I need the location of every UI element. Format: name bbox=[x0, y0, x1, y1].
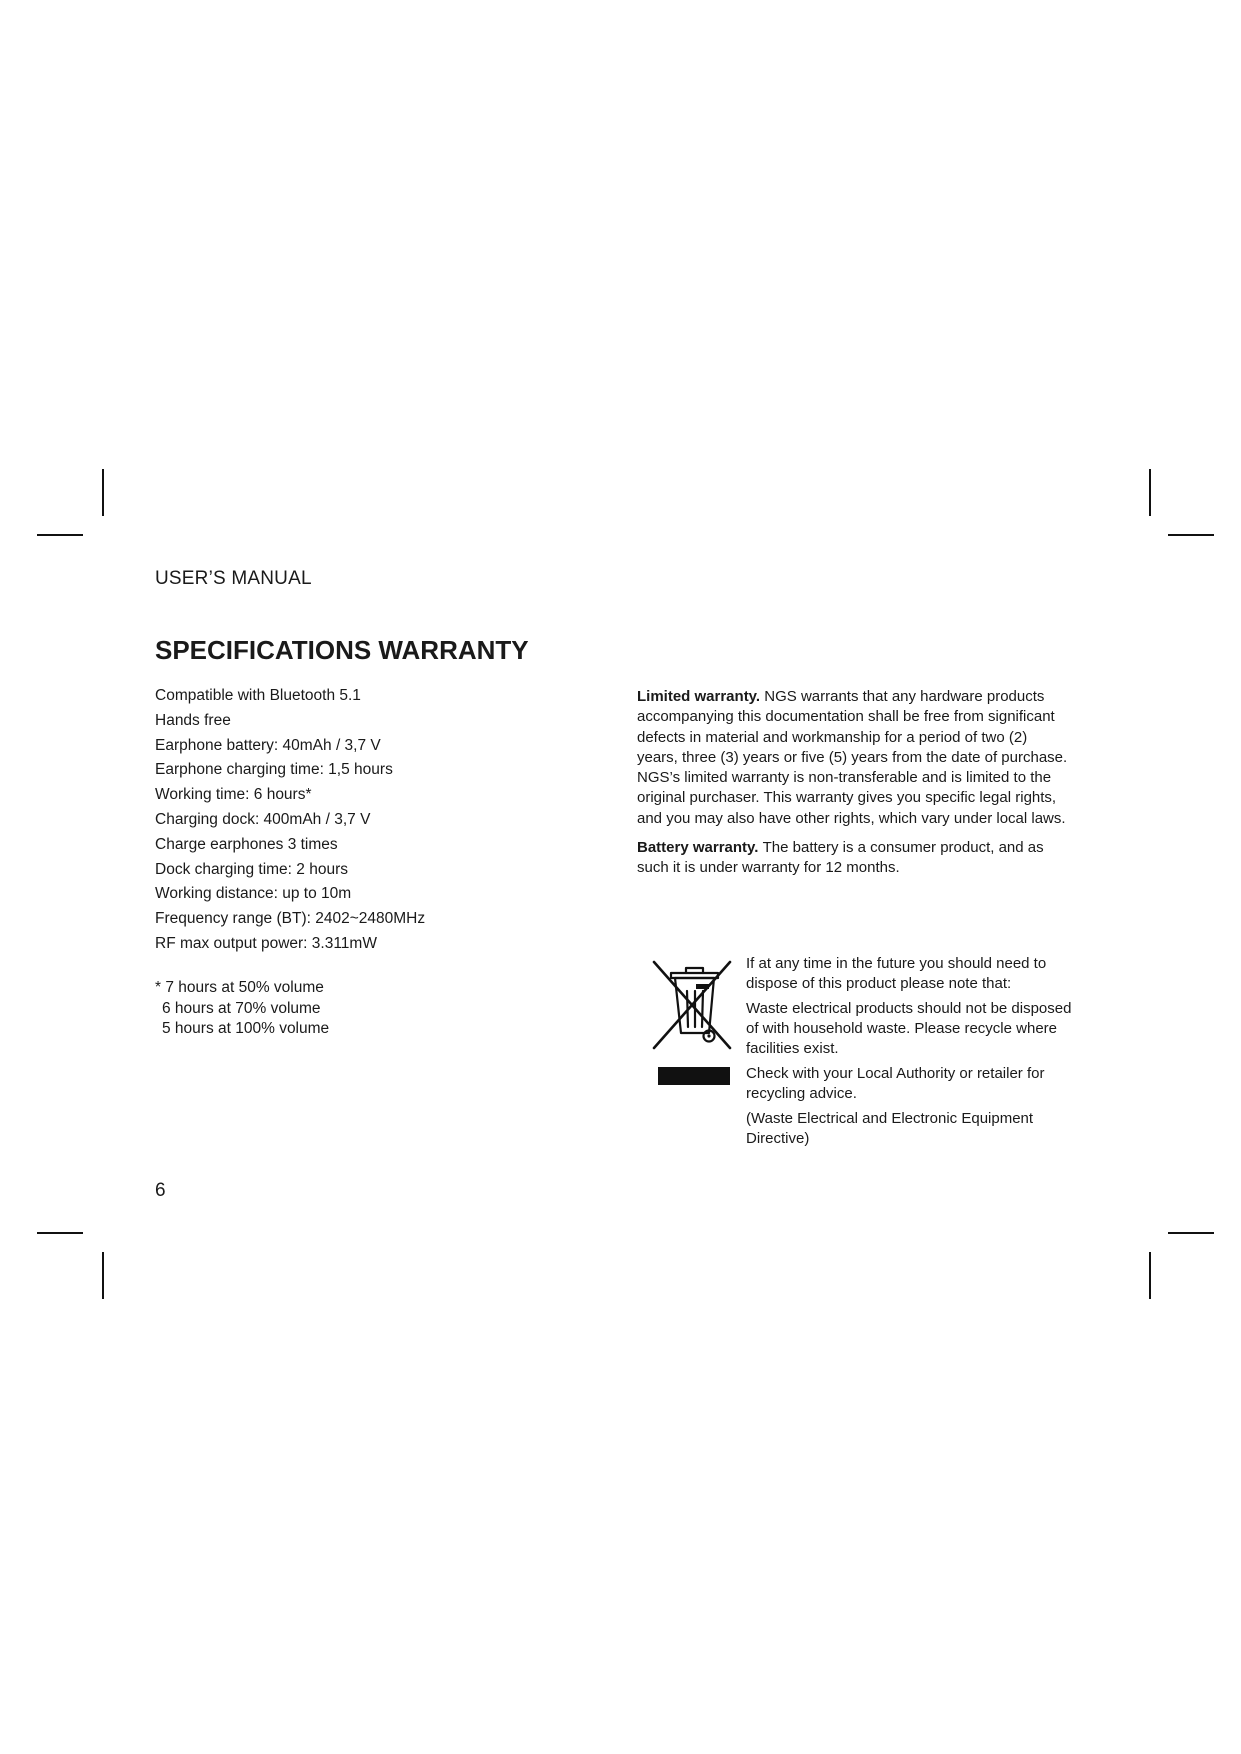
footnote-line: * 7 hours at 50% volume bbox=[155, 979, 324, 996]
manual-title: USER’S MANUAL bbox=[155, 568, 312, 589]
paragraph-line: (Waste Electrical and Electronic Equipment bbox=[746, 1110, 1034, 1127]
limited-warranty-paragraph bbox=[637, 687, 1067, 829]
disposal-paragraph bbox=[746, 1109, 1071, 1149]
specifications-list bbox=[155, 684, 425, 957]
spec-item: Dock charging time: 2 hours bbox=[155, 860, 348, 878]
line-text: NGS warrants that any hardware products bbox=[764, 688, 1045, 705]
battery-warranty-lead: Battery warranty. bbox=[637, 839, 759, 856]
crop-mark-top-left-vertical bbox=[102, 469, 104, 516]
paragraph-line: Directive) bbox=[746, 1130, 810, 1147]
spec-item: Working time: 6 hours* bbox=[155, 786, 312, 804]
paragraph-line bbox=[637, 838, 1044, 858]
spec-item: Hands free bbox=[155, 711, 231, 729]
crop-mark-top-right-horizontal bbox=[1168, 534, 1214, 536]
paragraph-line: defects in material and workmanship for a period of two (2) bbox=[637, 728, 1028, 746]
spec-item: Compatible with Bluetooth 5.1 bbox=[155, 687, 361, 704]
spec-item: Earphone battery: 40mAh / 3,7 V bbox=[155, 736, 381, 754]
page-number: 6 bbox=[155, 1180, 166, 1201]
crop-mark-bottom-left-vertical bbox=[102, 1252, 104, 1299]
disposal-paragraph bbox=[746, 1064, 1071, 1104]
crop-mark-bottom-left-horizontal bbox=[37, 1232, 83, 1234]
paragraph-line: facilities exist. bbox=[746, 1040, 839, 1057]
paragraph-line: years, three (3) years or five (5) years from the date of purchase. bbox=[637, 748, 1068, 766]
paragraph-line: Waste electrical products should not be disposed bbox=[746, 1000, 1072, 1017]
paragraph-line: If at any time in the future you should need to bbox=[746, 955, 1047, 972]
paragraph-line: of with household waste. Please recycle where bbox=[746, 1020, 1058, 1037]
weee-crossed-out-wheeled-bin-icon bbox=[651, 959, 733, 1051]
crop-mark-top-right-vertical bbox=[1149, 469, 1151, 516]
disposal-paragraph bbox=[746, 999, 1071, 1059]
spec-item: RF max output power: 3.311mW bbox=[155, 934, 377, 952]
paragraph-line: and you may also have other rights, which vary under local laws. bbox=[637, 809, 1066, 827]
disposal-paragraph bbox=[746, 954, 1071, 994]
spec-item: Charge earphones 3 times bbox=[155, 835, 338, 853]
bin-rib bbox=[702, 991, 703, 1027]
spec-item: Frequency range (BT): 2402~2480MHz bbox=[155, 910, 426, 928]
paragraph-line: NGS’s limited warranty is non-transferable and is limited to the bbox=[637, 769, 1052, 787]
section-heading: SPECIFICATIONS WARRANTY bbox=[155, 635, 529, 665]
weee-black-bar bbox=[658, 1067, 730, 1085]
crop-mark-bottom-right-horizontal bbox=[1168, 1232, 1214, 1234]
disposal-instructions bbox=[746, 954, 1071, 1154]
paragraph-line: accompanying this documentation shall be free from significant bbox=[637, 708, 1055, 726]
footnote-line: 6 hours at 70% volume bbox=[162, 999, 321, 1017]
paragraph-line: dispose of this product please note that: bbox=[746, 975, 1012, 992]
line-text: The battery is a consumer product, and as bbox=[762, 839, 1044, 856]
crop-mark-bottom-right-vertical bbox=[1149, 1252, 1151, 1299]
paragraph-line: such it is under warranty for 12 months. bbox=[637, 859, 900, 877]
limited-warranty-lead: Limited warranty. bbox=[637, 688, 761, 705]
working-time-footnote bbox=[155, 978, 329, 1040]
paragraph-line: original purchaser. This warranty gives you specific legal rights, bbox=[637, 789, 1057, 807]
bin-wheel-hub bbox=[707, 1034, 710, 1037]
bin-label bbox=[696, 984, 709, 989]
spec-item: Earphone charging time: 1,5 hours bbox=[155, 761, 393, 779]
battery-warranty-paragraph bbox=[637, 838, 1044, 879]
spec-item: Working distance: up to 10m bbox=[155, 885, 352, 903]
crop-mark-top-left-horizontal bbox=[37, 534, 83, 536]
paragraph-line: Check with your Local Authority or retailer for bbox=[746, 1065, 1045, 1082]
paragraph-line bbox=[637, 687, 1067, 707]
footnote-line: 5 hours at 100% volume bbox=[162, 1020, 330, 1037]
paragraph-line: recycling advice. bbox=[746, 1085, 857, 1102]
spec-item: Charging dock: 400mAh / 3,7 V bbox=[155, 810, 371, 828]
